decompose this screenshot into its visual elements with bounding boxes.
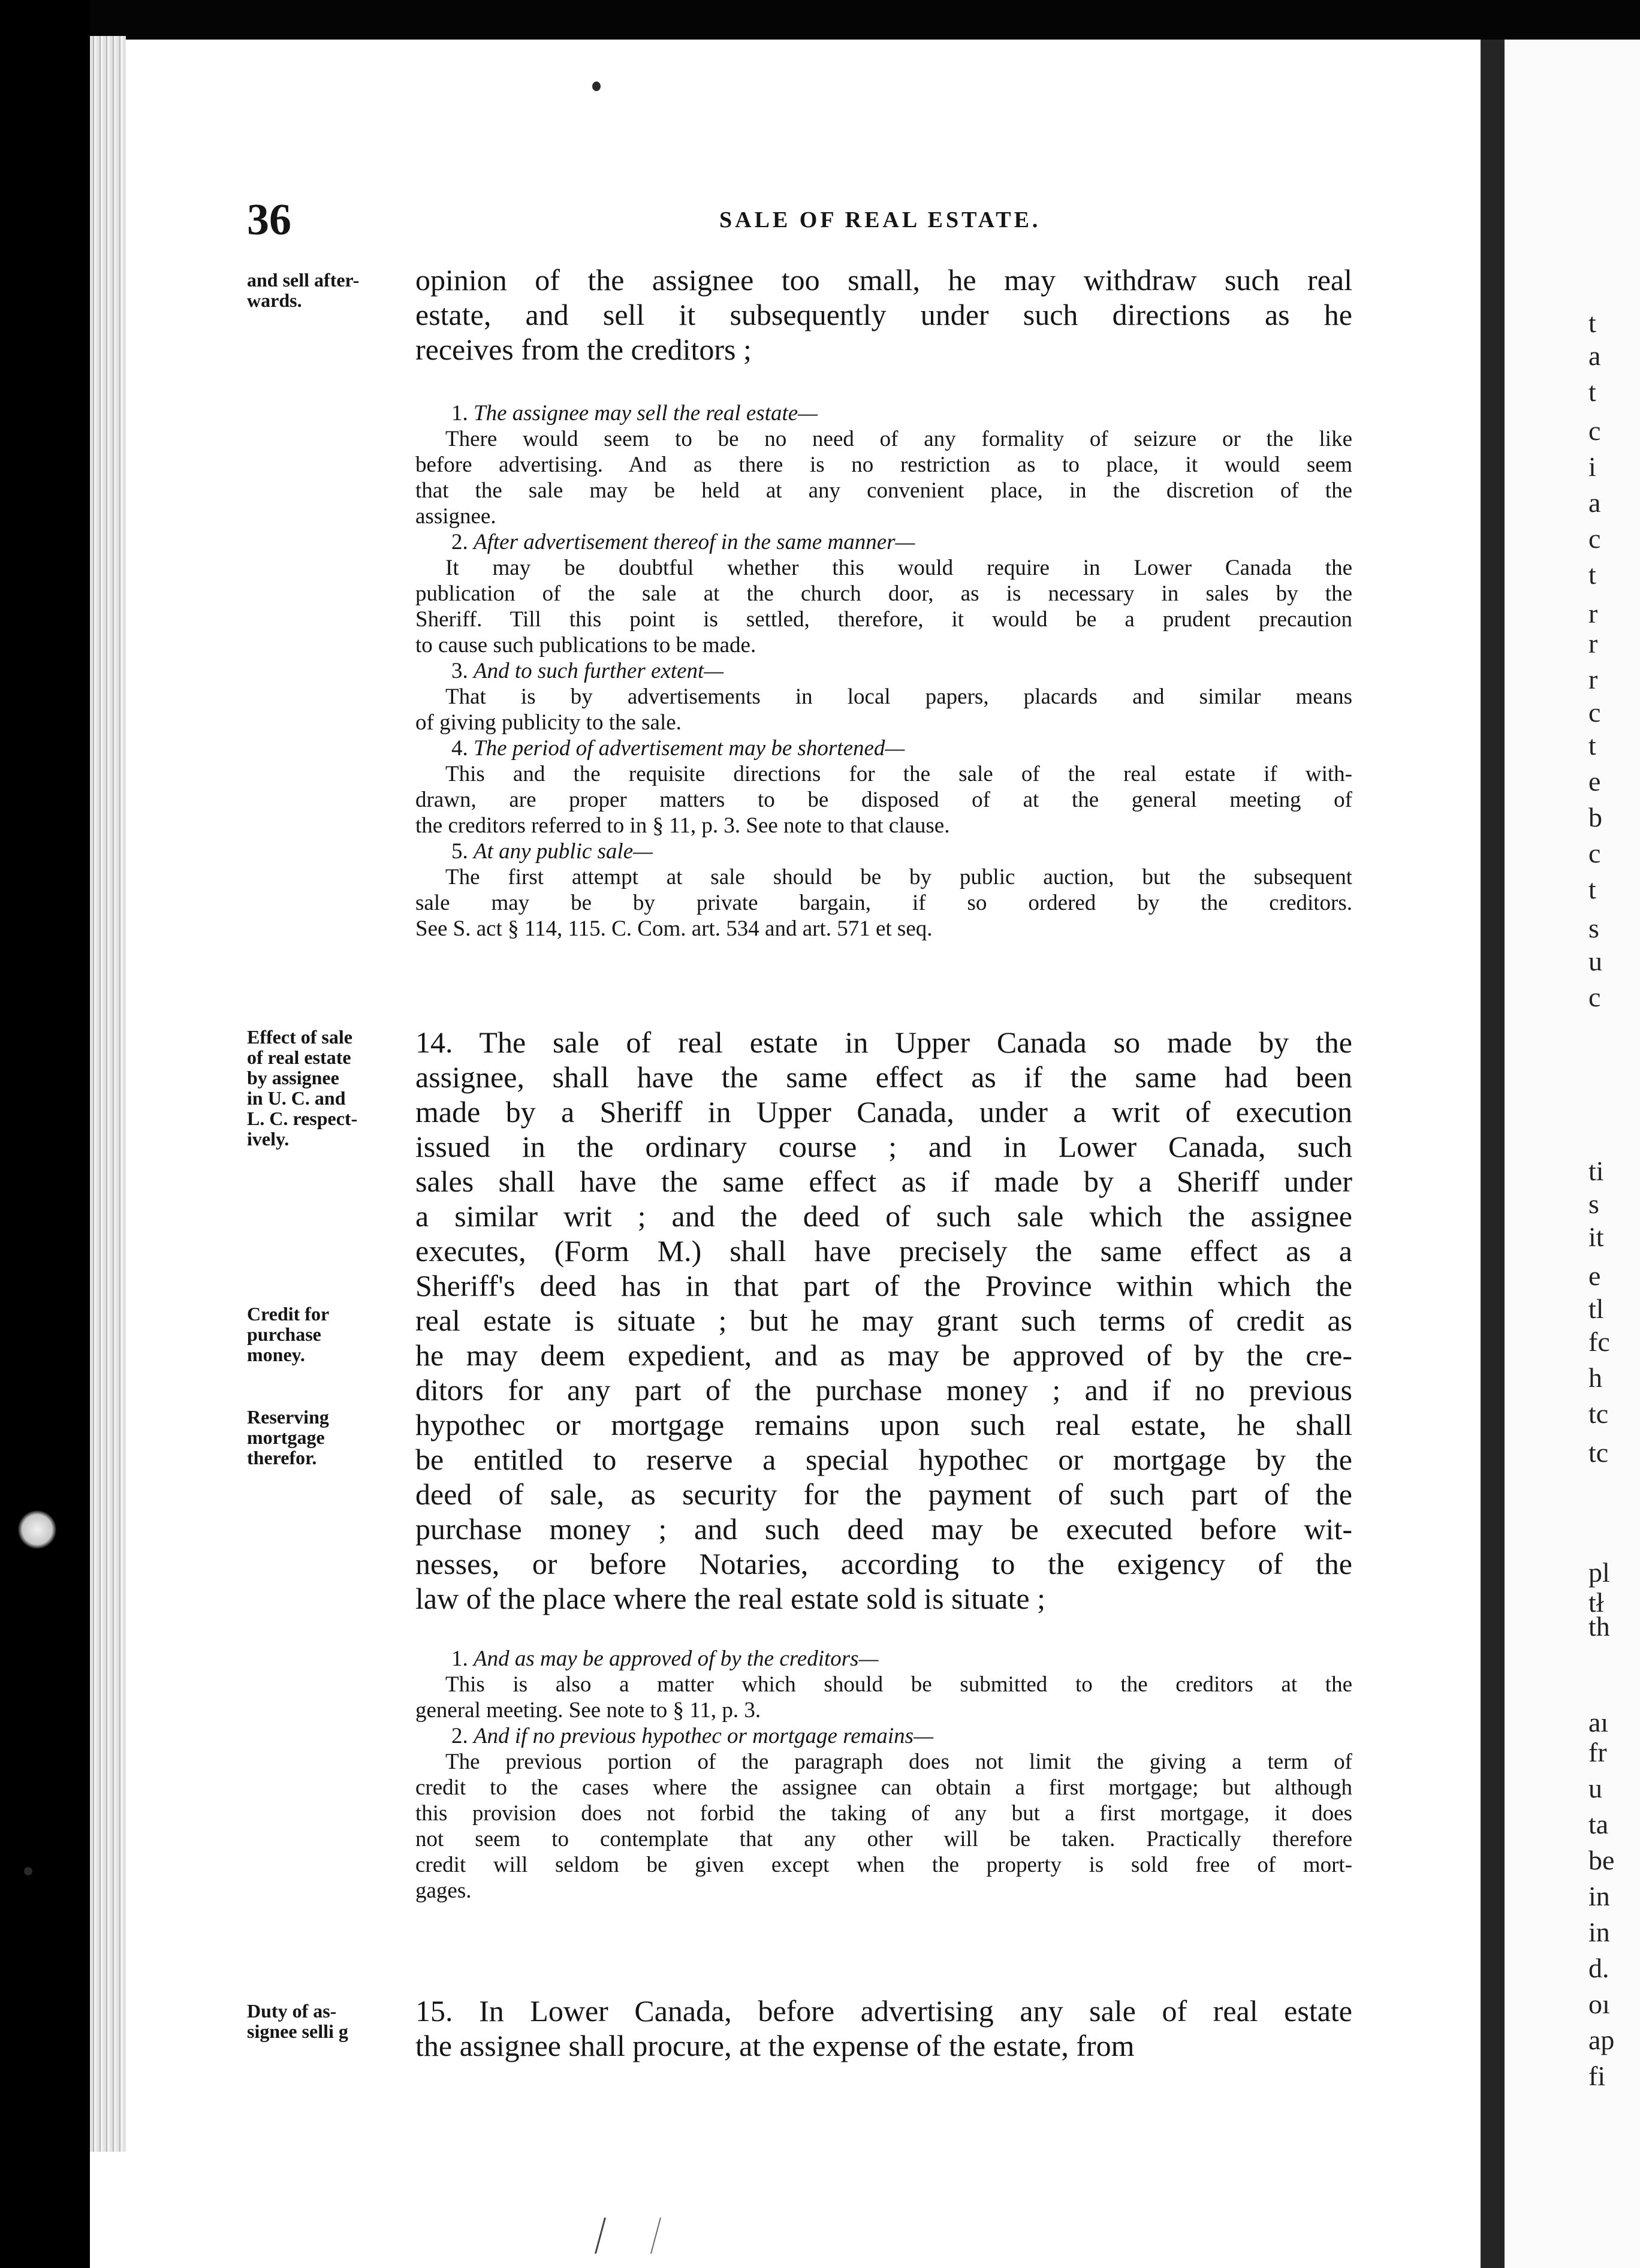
text-line: real estate is situate ; but he may grant such terms of credit as [415,1304,1352,1337]
notes-section-13 [415,400,1352,942]
text-line: deed of sale, as security for the payment of such part of the [415,1477,1352,1511]
body-paragraph-14 [415,1025,1352,1616]
note-heading-text: And as may be approved of by the creditors— [474,1646,879,1671]
facing-page-fragment: a [1588,487,1601,518]
page-number: 36 [247,195,291,245]
note-line: This is also a matter which should be submitted to the creditors at the [445,1672,1352,1697]
text-line: hypothec or mortgage remains upon such real estate, he shall [415,1408,1352,1441]
text-line: nesses, or before Notaries, according to the exigency of the [415,1547,1352,1581]
note-line: This and the requisite directions for the sale of the real estate if with- [445,762,1352,786]
margin-note-line: L. C. respect- [247,1108,358,1129]
facing-page-fragment: th [1588,1611,1610,1642]
facing-page-fragment: c [1588,982,1601,1012]
text-line: sales shall have the same effect as if made by a Sheriff under [415,1165,1352,1198]
note-line: sale may be by private bargain, if so ordered by the creditors. [415,891,1352,915]
margin-note-line: therefor. [247,1447,317,1468]
book-gutter [1481,40,1505,2268]
note-line: That is by advertisements in local papers, placards and similar means [445,684,1352,709]
notes-section-14 [415,1646,1352,1904]
note-number: 2. [451,1724,468,1748]
facing-page-fragment: oı [1588,1989,1610,2019]
facing-page-fragment: d. [1588,1953,1609,1983]
text-line: Sheriff's deed has in that part of the Province within which the [415,1269,1352,1302]
note-line: Sheriff. Till this point is settled, therefore, it would be a prudent precaution [415,607,1352,632]
text-line: 15. In Lower Canada, before advertising any sale of real estate [415,1994,1352,2028]
note-line: general meeting. See note to § 11, p. 3. [415,1698,761,1723]
facing-page-fragment: b [1588,802,1602,833]
margin-note-line: by assignee [247,1067,339,1088]
note-line: assignee. [415,504,496,529]
note-line: to cause such publications to be made. [415,633,756,658]
text-line: made by a Sheriff in Upper Canada, under a writ of execution [415,1095,1352,1129]
facing-page-fragment: c [1588,697,1601,728]
facing-page-fragment: pl [1588,1557,1610,1588]
facing-page-fragment: u [1588,1773,1602,1803]
facing-page-fragment: tc [1588,1437,1609,1468]
text-line: law of the place where the real estate sold is situate ; [415,1582,1045,1615]
note-line: drawn, are proper matters to be disposed of at the general meeting of [415,788,1352,812]
note-line: publication of the sale at the church door, as is necessary in sales by the [415,581,1352,606]
note-heading-text: After advertisement thereof in the same manner— [474,530,915,554]
note-heading-text: The assignee may sell the real estate— [474,401,818,426]
text-line: estate, and sell it subsequently under such directions as he [415,298,1352,331]
margin-note-sell-afterwards [247,270,412,310]
text-line: be entitled to reserve a special hypothec or mortgage by the [415,1443,1352,1476]
ink-mark [595,2218,661,2254]
margin-note-line: ively. [247,1128,290,1150]
note-line: It may be doubtful whether this would require in Lower Canada the [445,556,1352,580]
note-line: the creditors referred to in § 11, p. 3. See note to that clause. [415,813,950,838]
margin-note-line: Effect of sale [247,1026,352,1048]
facing-page-fragment: t [1588,376,1596,407]
note-line: credit to the cases where the assignee can obtain a first mortgage; but although [415,1775,1352,1800]
facing-page-fragment: c [1588,523,1601,554]
note-number: 2. [451,530,468,554]
facing-page-fragment: i [1588,451,1596,482]
margin-note-line: of real estate [247,1046,351,1068]
ink-speck [24,1867,32,1875]
note-line: credit will seldom be given except when the property is sold free of mort- [415,1853,1352,1877]
note-heading [415,1646,1352,1672]
note-line: that the sale may be held at any convenient place, in the discretion of the [415,478,1352,503]
text-line: receives from the creditors ; [415,333,752,366]
note-line: The first attempt at sale should be by public auction, but the subsequent [445,865,1352,889]
margin-note-line: Duty of as- [247,2000,337,2022]
facing-page-fragment: t [1588,307,1596,338]
facing-page-fragment: aı [1588,1707,1609,1738]
facing-page-fragment: u [1588,946,1602,976]
facing-page-fragment: r [1588,664,1598,695]
note-heading-text: And if no previous hypothec or mortgage remains— [474,1724,933,1748]
page-edges [90,36,126,2152]
facing-page-fragment: s [1588,913,1599,943]
facing-page-fragment: fr [1588,1737,1607,1768]
facing-page-fragment: tl [1588,1293,1604,1324]
facing-page-fragment: r [1588,628,1598,659]
text-line: purchase money ; and such deed may be executed before wit- [415,1512,1352,1546]
margin-note-reserving [247,1407,412,1468]
scan-left-border [0,0,90,2268]
facing-page-fragment: fi [1588,2061,1606,2091]
facing-page-fragment: ta [1588,1809,1609,1839]
note-line: this provision does not forbid the taking of any but a first mortgage, it does [415,1801,1352,1826]
facing-page-fragment: r [1588,598,1598,629]
facing-page-fragment: ti [1588,1156,1604,1186]
margin-note-line: purchase [247,1323,321,1345]
margin-note-credit [247,1304,412,1365]
running-title: SALE OF REAL ESTATE. [719,207,1041,233]
facing-page-fragment: tc [1588,1398,1609,1429]
margin-note-line: in U. C. and [247,1087,346,1109]
facing-page-fragment: tł [1588,1587,1604,1618]
note-heading-text: At any public sale— [474,839,653,864]
margin-note-line: money. [247,1344,305,1365]
margin-note-line: wards. [247,289,302,311]
note-line: gages. [415,1878,472,1903]
note-line: See S. act § 114, 115. C. Com. art. 534 and art. 571 et seq. [415,916,933,941]
margin-note-effect-of-sale [247,1027,412,1149]
note-line: of giving publicity to the sale. [415,710,682,735]
facing-page-fragment: fc [1588,1326,1610,1357]
facing-page-fragment: it [1588,1222,1604,1252]
paper-stain [18,1510,56,1549]
text-line: issued in the ordinary course ; and in Lower Canada, such [415,1130,1352,1163]
facing-page-fragment: a [1588,340,1601,371]
note-heading [415,400,1352,426]
margin-note-duty [247,2001,412,2041]
facing-page-fragment: t [1588,874,1596,904]
note-heading-text: The period of advertisement may be shortened— [474,736,905,761]
facing-page-fragment: e [1588,1260,1601,1291]
facing-page-fragment: c [1588,415,1601,446]
note-line: not seem to contemplate that any other will be taken. Practically therefore [415,1827,1352,1851]
text-line: opinion of the assignee too small, he may withdraw such real [415,263,1352,297]
facing-page-fragment: be [1588,1845,1615,1875]
text-line: a similar writ ; and the deed of such sale which the assignee [415,1199,1352,1233]
text-line: assignee, shall have the same effect as if the same had been [415,1060,1352,1094]
ink-speck [592,82,601,91]
note-number: 1. [451,401,468,426]
margin-note-line: Reserving [247,1406,329,1428]
facing-page-fragment: e [1588,766,1601,797]
note-heading [415,839,1352,864]
note-number: 5. [451,839,468,864]
scan-top-border [0,0,1640,40]
body-paragraph-13-end [415,263,1352,367]
text-line: he may deem expedient, and as may be approved of by the cre- [415,1338,1352,1372]
margin-note-line: mortgage [247,1426,325,1448]
note-heading [415,658,1352,684]
body-paragraph-15-start [415,1993,1352,2063]
facing-page-fragment: c [1588,838,1601,868]
note-number: 3. [451,659,468,683]
margin-note-line: Credit for [247,1303,330,1325]
note-line: The previous portion of the paragraph does not limit the giving a term of [445,1750,1352,1774]
note-line: before advertising. And as there is no restriction as to place, it would seem [415,453,1352,477]
facing-page-fragment: ap [1588,2025,1615,2055]
note-heading-text: And to such further extent— [474,659,724,683]
facing-page-fragment: t [1588,559,1596,590]
facing-page-fragment: in [1588,1917,1610,1947]
margin-note-line: and sell after- [247,269,360,291]
facing-page-strip [1505,40,1640,2268]
text-line: executes, (Form M.) shall have precisely the same effect as a [415,1234,1352,1268]
facing-page-fragment: in [1588,1881,1610,1911]
note-line: There would seem to be no need of any formality of seizure or the like [445,427,1352,451]
note-heading [415,1723,1352,1749]
text-line: 14. The sale of real estate in Upper Canada so made by the [415,1026,1352,1059]
facing-page-fragment: t [1588,730,1596,761]
note-heading [415,529,1352,555]
text-line: ditors for any part of the purchase money ; and if no previous [415,1373,1352,1407]
note-heading [415,735,1352,761]
facing-page-fragment: s [1588,1189,1599,1219]
facing-page-fragment: h [1588,1362,1602,1393]
note-number: 4. [451,736,468,761]
text-line: the assignee shall procure, at the expense of the estate, from [415,2029,1135,2062]
margin-note-line: signee selli g [247,2020,348,2042]
note-number: 1. [451,1646,468,1671]
